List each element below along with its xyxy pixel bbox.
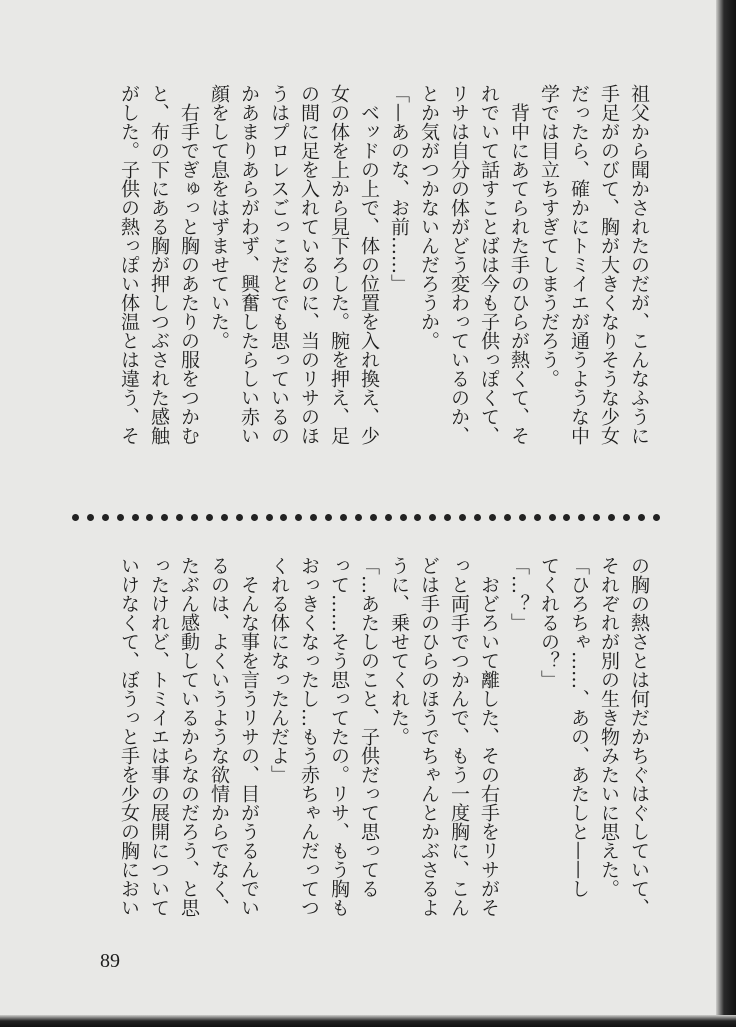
text-column: おっきくなったし…もう赤ちゃんだってつ (298, 556, 320, 917)
divider-dot (444, 514, 451, 521)
text-column: たぶん感動しているからなのだろう、と思 (178, 556, 200, 917)
text-column: の胸の熱さとは何だかちぐはぐしていて、 (628, 556, 650, 917)
divider-dot (132, 514, 139, 521)
divider-dot (578, 514, 585, 521)
divider-dot (102, 514, 109, 521)
divider-dot (385, 514, 392, 521)
text-column: どは手のひらのほうでちゃんとかぶさるよ (418, 556, 440, 917)
text-column: って……そう思ってたの。リサ、もう胸も (328, 556, 350, 917)
text-column: そんな事を言うリサの、目がうるんでい (238, 556, 260, 917)
divider-dot (176, 514, 183, 521)
divider-dot (221, 514, 228, 521)
divider-dot (206, 514, 213, 521)
text-column: 祖父から聞かされたのだが、こんなふうに (628, 84, 650, 445)
text-column: 「—あのな、お前……」 (388, 84, 410, 293)
text-column: うに、乗せてくれた。 (388, 556, 410, 746)
divider-dot (117, 514, 124, 521)
divider-dot (146, 514, 153, 521)
divider-dot (280, 514, 287, 521)
divider-dot (191, 514, 198, 521)
divider-dot (355, 514, 362, 521)
divider-dot (534, 514, 541, 521)
text-column: 「…あたしのこと、子供だって思ってる (358, 556, 380, 898)
text-column: 「…？」 (508, 556, 530, 632)
text-column: だったら、確かにトミイエが通うような中 (568, 84, 590, 445)
divider-dot (295, 514, 302, 521)
section-divider-dots (72, 512, 660, 522)
divider-dot (519, 514, 526, 521)
text-column: 学では目立ちすぎてしまうだろう。 (538, 84, 560, 388)
text-column: ベッドの上で、体の位置を入れ換え、少 (358, 84, 380, 445)
divider-dot (623, 514, 630, 521)
divider-dot (563, 514, 570, 521)
divider-dot (400, 514, 407, 521)
text-column: 「ひろちゃ……、あの、あたしと——し (568, 556, 590, 898)
divider-dot (325, 514, 332, 521)
divider-dot (474, 514, 481, 521)
top-text-block (114, 84, 654, 464)
divider-dot (266, 514, 273, 521)
text-column: っと両手でつかんで、もう一度胸に、こん (448, 556, 470, 917)
divider-dot (489, 514, 496, 521)
divider-dot (370, 514, 377, 521)
divider-dot (414, 514, 421, 521)
divider-dot (429, 514, 436, 521)
page-number: 89 (100, 950, 120, 972)
text-column: リサは自分の体がどう変わっているのか、 (448, 84, 470, 445)
text-column: てくれるの？」 (538, 556, 560, 689)
text-column: 手足がのびて、胸が大きくなりそうな少女 (598, 84, 620, 445)
divider-dot (653, 514, 660, 521)
text-column: うはプロレスごっこだとでも思っているの (268, 84, 290, 445)
divider-dot (608, 514, 615, 521)
text-column: いけなくて、ぼうっと手を少女の胸におい (118, 556, 140, 917)
divider-dot (310, 514, 317, 521)
divider-dot (251, 514, 258, 521)
divider-dot (593, 514, 600, 521)
text-column: 顔をして息をはずませていた。 (208, 84, 230, 350)
divider-dot (87, 514, 94, 521)
divider-dot (236, 514, 243, 521)
bottom-text-block (114, 556, 654, 936)
text-column: の間に足を入れているのに、当のリサのほ (298, 84, 320, 445)
divider-dot (504, 514, 511, 521)
text-column: るのは、よくいうような欲情からでなく、 (208, 556, 230, 917)
text-column: それぞれが別の生き物みたいに思えた。 (598, 556, 620, 898)
text-column: がした。子供の熱っぽい体温とは違う、そ (118, 84, 140, 445)
text-column: 女の体を上から見下ろした。腕を押え、足 (328, 84, 350, 445)
text-column: 背中にあてられた手のひらが熱くて、そ (508, 84, 530, 445)
divider-dot (549, 514, 556, 521)
text-column: おどろいて離した、その右手をリサがそ (478, 556, 500, 917)
text-column: と、布の下にある胸が押しつぶされた感触 (148, 84, 170, 445)
divider-dot (161, 514, 168, 521)
divider-dot (72, 514, 79, 521)
divider-dot (459, 514, 466, 521)
divider-dot (340, 514, 347, 521)
text-column: かあまりあらがわず、興奮したらしい赤い (238, 84, 260, 445)
text-column: くれる体になったんだよ」 (268, 556, 290, 784)
scan-edge-right (716, 0, 736, 1027)
text-column: 右手でぎゅっと胸のあたりの服をつかむ (178, 84, 200, 445)
scan-edge-bottom (0, 1015, 736, 1027)
divider-dot (638, 514, 645, 521)
text-column: ったけれど、トミイエは事の展開について (148, 556, 170, 917)
text-column: とか気がつかないんだろうか。 (418, 84, 440, 350)
text-column: れでいて話すことばは今も子供っぽくて、 (478, 84, 500, 445)
